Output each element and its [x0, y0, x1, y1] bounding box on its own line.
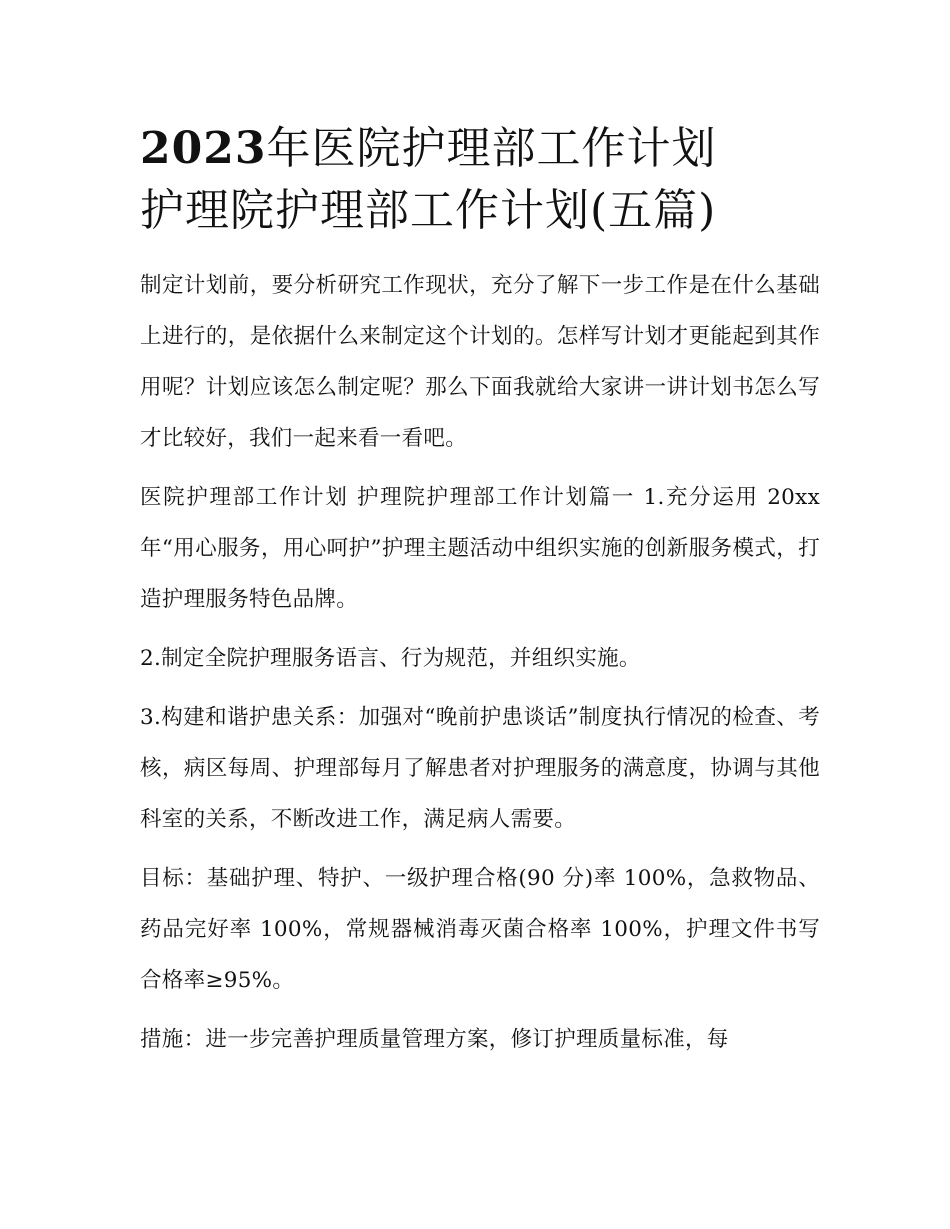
paragraph-goals: 目标：基础护理、特护、一级护理合格(90 分)率 100%，急救物品、药品完好率 100%，常规器械消毒灭菌合格率 100%，护理文件书写合格率≥95%。	[140, 866, 820, 993]
title-line-1-text: 年医院护理部工作计划	[266, 123, 717, 174]
paragraph-measures: 措施：进一步完善护理质量管理方案，修订护理质量标准，每	[140, 1027, 729, 1052]
paragraph-item-2: 2.制定全院护理服务语言、行为规范，并组织实施。	[140, 646, 641, 671]
document-title	[140, 118, 820, 242]
title-year: 2023	[140, 123, 267, 174]
document-page	[140, 118, 820, 1073]
title-line-2: 护理院护理部工作计划(五篇)	[140, 185, 717, 236]
title-line-1	[140, 118, 820, 180]
document-body	[140, 260, 820, 1065]
paragraph-section-1: 医院护理部工作计划 护理院护理部工作计划篇一 1.充分运用 20xx 年“用心服务，用心呵护”护理主题活动中组织实施的创新服务模式，打造护理服务特色品牌。	[140, 485, 820, 612]
paragraph-intro: 制定计划前，要分析研究工作现状，充分了解下一步工作是在什么基础上进行的，是依据什么来制定这个计划的。怎样写计划才更能起到其作用呢？计划应该怎么制定呢？那么下面我就给大家讲一讲计划书怎么写才比较好，我们一起来看一看吧。	[140, 273, 820, 451]
paragraph-item-3: 3.构建和谐护患关系：加强对“晚前护患谈话”制度执行情况的检查、考核，病区每周、护理部每月了解患者对护理服务的满意度，协调与其他科室的关系，不断改进工作，满足病人需要。	[140, 705, 820, 832]
